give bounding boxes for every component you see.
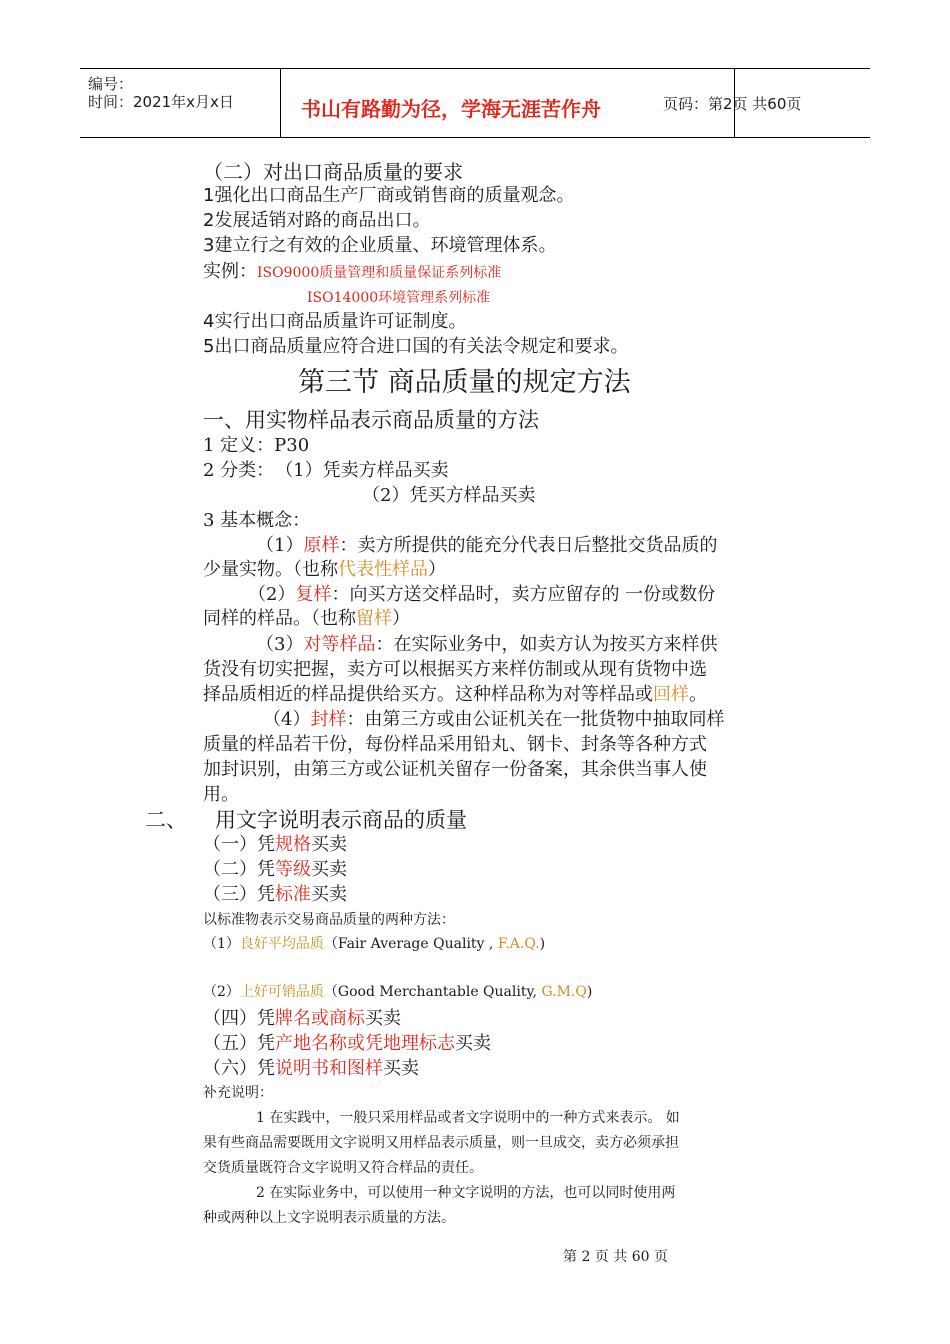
example-line <box>203 260 501 285</box>
concept-term: 对等样品 <box>303 634 376 655</box>
concept-text: 择品质相近的样品提供给买方。这种样品称为对等样品或 <box>203 684 653 705</box>
faq-text: （Fair Average Quality , <box>323 936 498 952</box>
concept-text: ） <box>428 559 446 580</box>
concept-text: 少量实物。（也称 <box>203 559 338 580</box>
gmq-line <box>203 982 592 1002</box>
method-text: （一）凭 <box>203 834 275 855</box>
supplement-text: 种或两种以上文字说明表示质量的方法。 <box>203 1210 455 1226</box>
method-term: 标准 <box>275 884 311 905</box>
gmq-text: ) <box>586 984 593 1000</box>
supplement-text: 交货质量既符合文字说明又符合样品的责任。 <box>203 1160 483 1176</box>
doc-number-label: 编号： <box>88 75 134 93</box>
gmq-number: （2） <box>203 984 240 1000</box>
list-item: 3建立行之有效的企业质量、环境管理体系。 <box>203 235 557 256</box>
doc-date: 时间：2021年x月x日 <box>88 93 234 111</box>
concept-label: 3 基本概念： <box>203 510 311 531</box>
part1-heading: 一、用实物样品表示商品质量的方法 <box>203 408 539 432</box>
faq-number: （1） <box>203 936 240 952</box>
concept-4-cont: 加封识别，由第三方或公证机关留存一份备案，其余供当事人使 <box>203 759 707 780</box>
category-label: 2 分类： <box>203 460 275 481</box>
concept-alias: 留样 <box>356 608 392 629</box>
method-text: （六）凭 <box>203 1058 275 1079</box>
concept-3-cont: 货没有切实把握，卖方可以根据买方来样仿制或从现有货物中选 <box>203 659 707 680</box>
method-term: 等级 <box>275 859 311 880</box>
concept-2-cont <box>203 607 410 631</box>
method-term: 说明书和图样 <box>275 1058 383 1079</box>
method-text: 买卖 <box>383 1058 419 1079</box>
faq-abbr: F.A.Q. <box>497 936 540 952</box>
method-item <box>203 858 347 882</box>
faq-term: 良好平均品质 <box>239 936 324 952</box>
method-term: 规格 <box>275 834 311 855</box>
method-text: 买卖 <box>311 884 347 905</box>
chapter-title: 第三节 商品质量的规定方法 <box>298 367 631 398</box>
concept-4 <box>263 708 724 732</box>
list-item: 4实行出口商品质量许可证制度。 <box>203 311 467 332</box>
concept-number: （3） <box>256 634 304 655</box>
part2-number: 二、 <box>145 808 187 832</box>
concept-1 <box>256 534 717 558</box>
header-page-info: 页码：第2页 共60页 <box>663 95 802 113</box>
method-text: （五）凭 <box>203 1033 275 1054</box>
concept-text: ：向买方送交样品时，卖方应留存的 一份或数份 <box>331 584 716 605</box>
part2-heading <box>145 806 467 834</box>
method-item <box>203 1032 491 1056</box>
method-term: 产地名称或凭地理标志 <box>275 1033 455 1054</box>
method-text: （三）凭 <box>203 884 275 905</box>
concept-3-cont <box>203 683 707 707</box>
example-label: 实例： <box>203 261 257 282</box>
concept-text: ） <box>392 608 410 629</box>
method-text: 买卖 <box>455 1033 491 1054</box>
method-item <box>203 833 347 857</box>
concept-alias: 回样 <box>653 684 689 705</box>
concept-term: 复样 <box>295 584 332 605</box>
standard-intro: 以标准物表示交易商品质量的两种方法： <box>203 912 455 928</box>
supplement-text: 1 在实践中，一般只采用样品或者文字说明中的一种方式来表示。 如 <box>256 1110 680 1126</box>
concept-4-cont: 质量的样品若干份，每份样品采用铅丸、钢卡、封条等各种方式 <box>203 734 707 755</box>
category-seller: （1）凭卖方样品买卖 <box>284 460 449 481</box>
method-text: 买卖 <box>311 859 347 880</box>
faq-text: ) <box>539 936 546 952</box>
gmq-term: 上好可销品质 <box>239 984 324 1000</box>
list-item: 2发展适销对路的商品出口。 <box>203 210 431 231</box>
page-header <box>80 68 870 138</box>
definition-line: 1 定义：P30 <box>203 435 310 456</box>
part2-title: 用文字说明表示商品的质量 <box>215 808 467 832</box>
header-left-cell <box>80 69 281 137</box>
category-line <box>203 459 449 483</box>
concept-alias: 代表性样品 <box>338 559 428 580</box>
concept-text: ：由第三方或由公证机关在一批货物中抽取同样 <box>346 709 725 730</box>
concept-number: （1） <box>256 535 304 556</box>
section-heading: （二）对出口商品质量的要求 <box>203 160 463 184</box>
method-item <box>203 1057 419 1081</box>
method-text: （二）凭 <box>203 859 275 880</box>
supplement-text: 2 在实际业务中，可以使用一种文字说明的方法，也可以同时使用两 <box>256 1185 676 1201</box>
concept-4-cont: 用。 <box>203 784 239 805</box>
gmq-text: （Good Merchantable Quality, <box>323 984 542 1000</box>
method-item <box>203 883 347 907</box>
header-motto: 书山有路勤为径，学海无涯苦作舟 <box>301 97 601 121</box>
gmq-abbr: G.M.Q <box>541 984 587 1000</box>
method-text: 买卖 <box>311 834 347 855</box>
concept-number: （2） <box>248 584 296 605</box>
method-text: （四）凭 <box>203 1008 275 1029</box>
supplement-text: 果有些商品需要既用文字说明又用样品表示质量，则一旦成交，卖方必须承担 <box>203 1135 679 1151</box>
faq-line <box>203 934 545 954</box>
concept-number: （4） <box>263 709 311 730</box>
concept-1-cont <box>203 558 446 582</box>
list-item: 5出口商品质量应符合进口国的有关法令规定和要求。 <box>203 336 629 357</box>
concept-term: 原样 <box>303 535 340 556</box>
concept-2 <box>248 583 715 607</box>
category-buyer: （2）凭买方样品买卖 <box>362 485 536 506</box>
concept-text: ：在实际业务中，如卖方认为按买方来样供 <box>375 634 718 655</box>
page-footer: 第 2 页 共 60 页 <box>563 1249 668 1265</box>
concept-text: ：卖方所提供的能充分代表日后整批交货品质的 <box>339 535 718 556</box>
example-iso9000: ISO9000质量管理和质量保证系列标准 <box>257 265 502 281</box>
method-term: 牌名或商标 <box>275 1008 365 1029</box>
example-iso14000: ISO14000环境管理系列标准 <box>307 290 491 306</box>
supplement-label: 补充说明： <box>203 1085 273 1101</box>
list-item: 1强化出口商品生产厂商或销售商的质量观念。 <box>203 185 575 206</box>
concept-3 <box>256 633 717 657</box>
concept-term: 封样 <box>310 709 347 730</box>
method-text: 买卖 <box>365 1008 401 1029</box>
method-item <box>203 1007 401 1031</box>
concept-text: 同样的样品。（也称 <box>203 608 356 629</box>
concept-text: 。 <box>689 684 707 705</box>
